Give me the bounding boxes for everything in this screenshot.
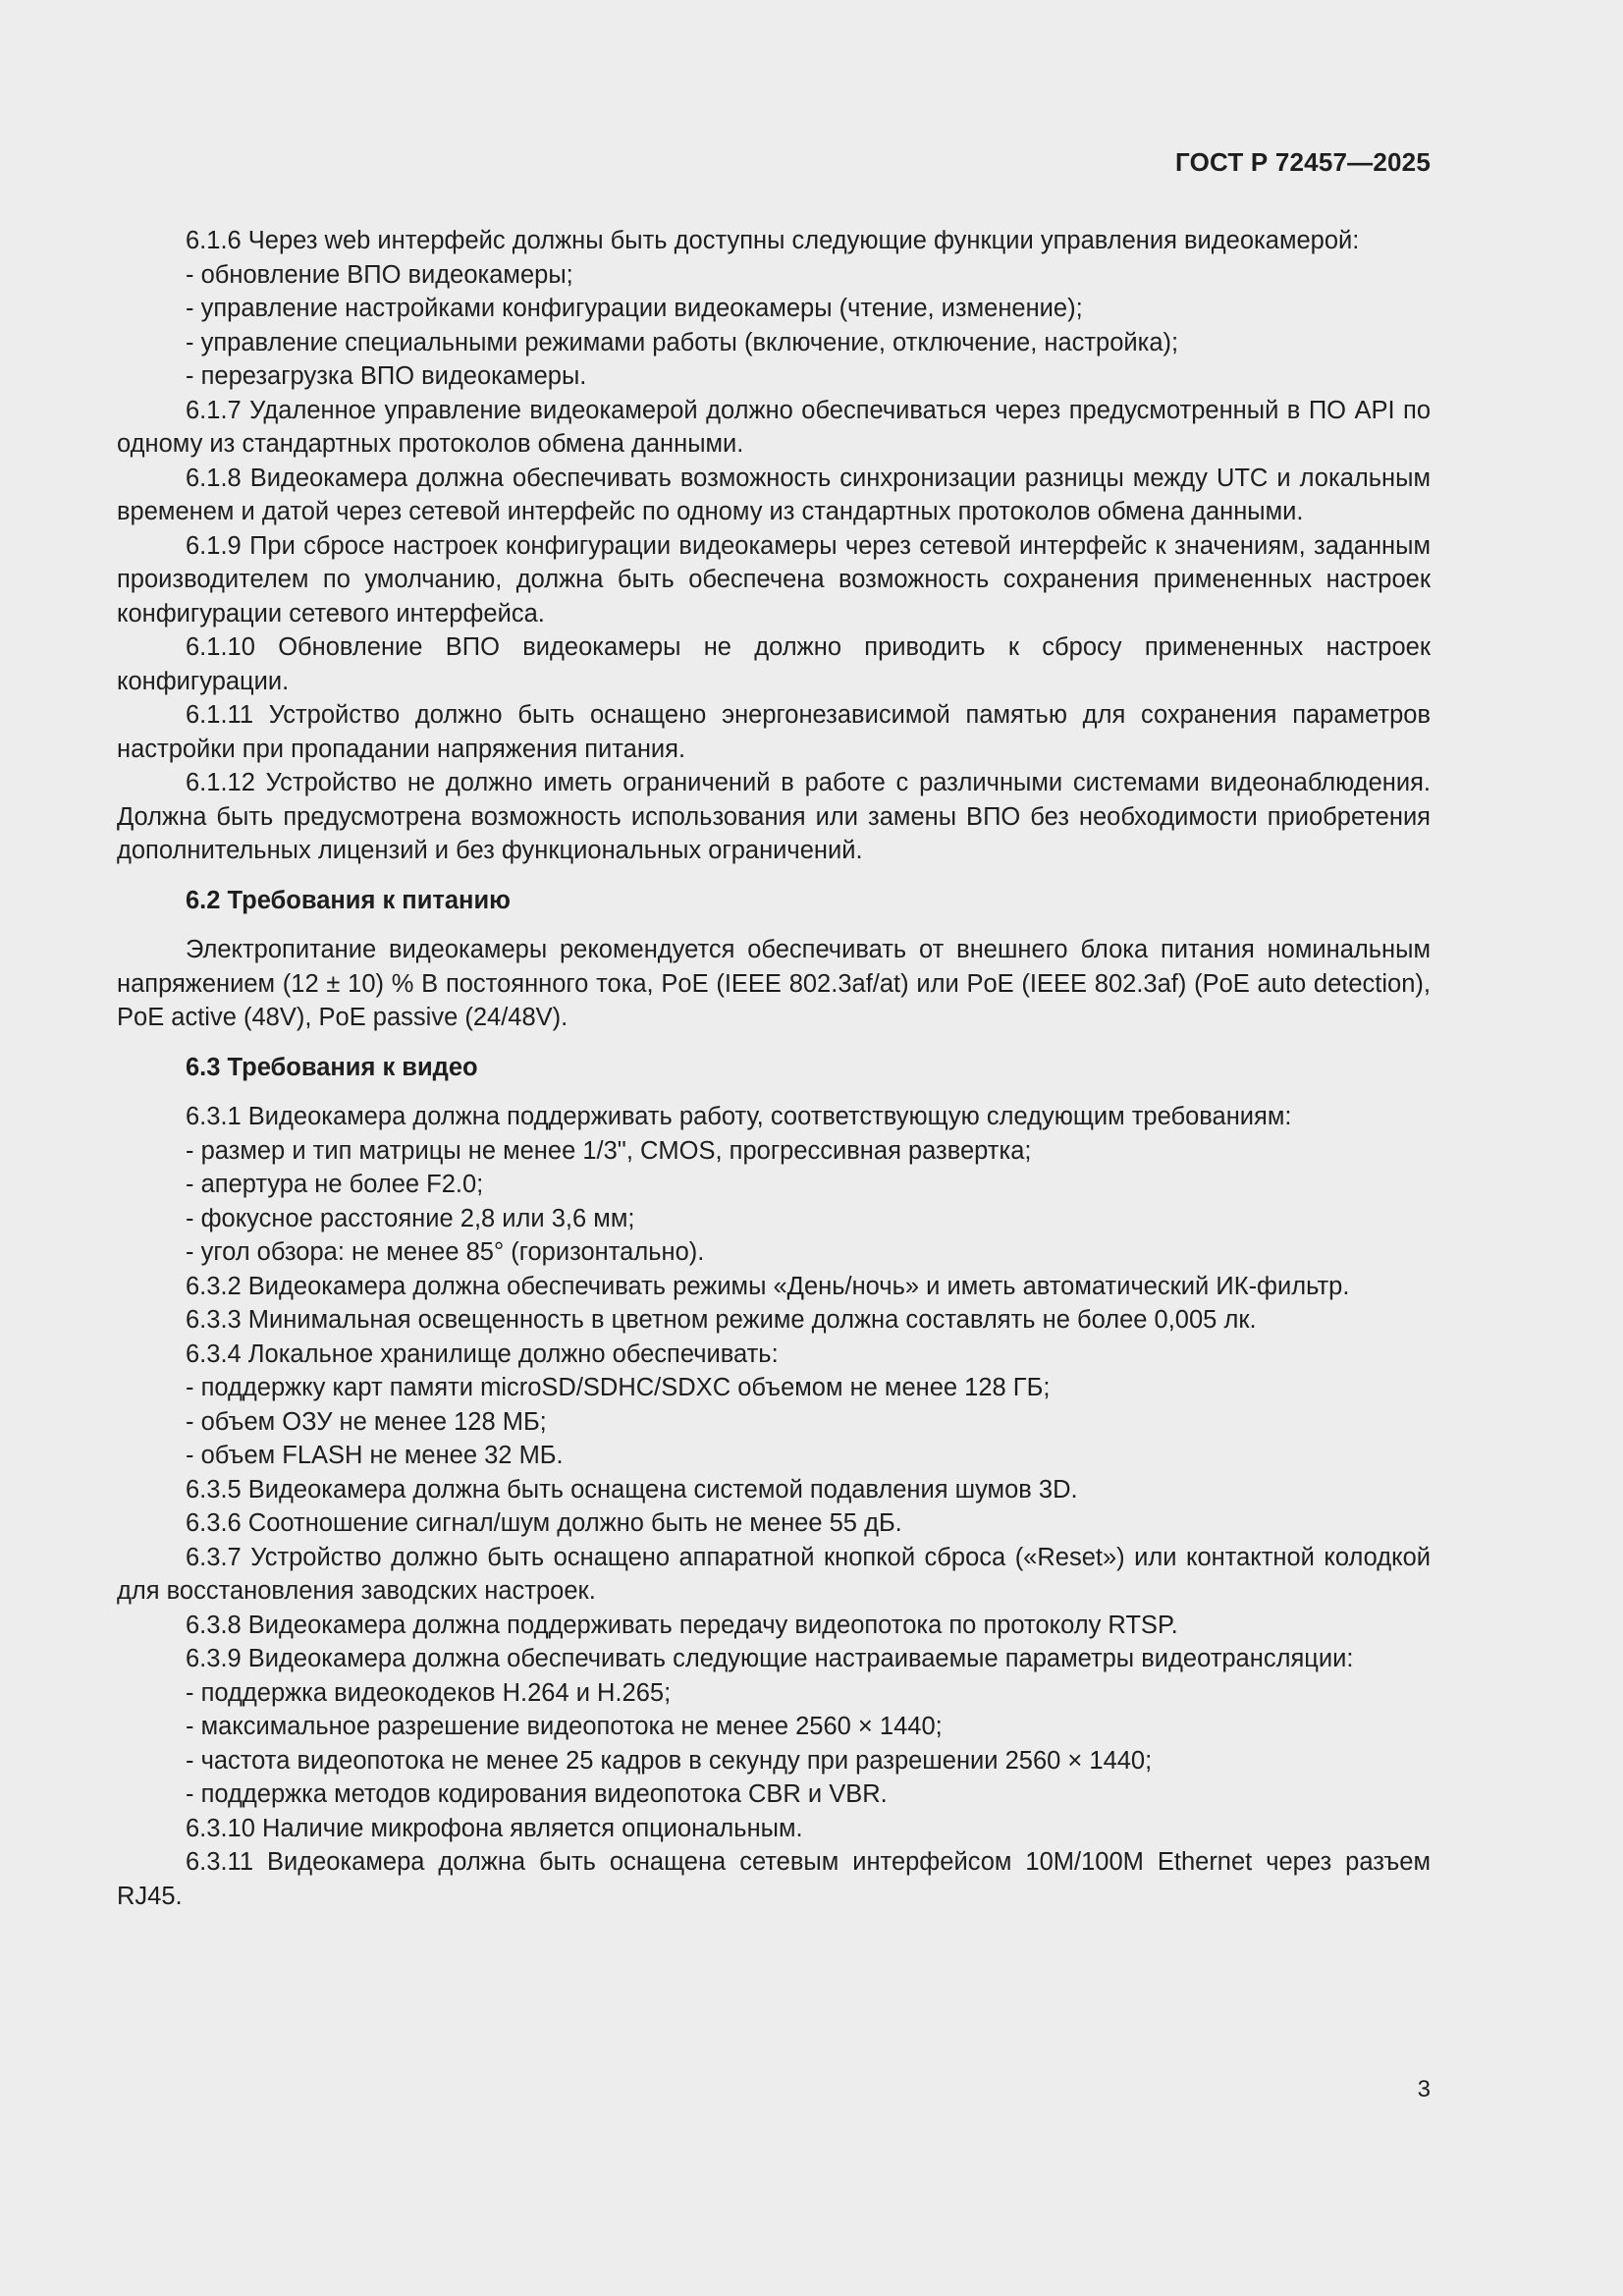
paragraph: 6.1.8 Видеокамера должна обеспечивать возможность синхронизации разницы между UTC и локальным временем и датой через сетевой интерфейс по одному из стандартных протоколов обмена данными. — [117, 464, 1431, 525]
paragraph: 6.1.11 Устройство должно быть оснащено энергонезависимой памятью для сохранения параметров настройки при пропадании напряжения питания. — [117, 701, 1431, 763]
list-item: - поддержка видеокодеков H.264 и H.265; — [186, 1678, 672, 1707]
paragraph: 6.3.8 Видеокамера должна поддерживать передачу видеопотока по протоколу RTSP. — [186, 1611, 1178, 1639]
paragraph: 6.3.4 Локальное хранилище должно обеспечивать: — [186, 1339, 779, 1368]
paragraph: 6.3.1 Видеокамера должна поддерживать работу, соответствующую следующим требованиям: — [186, 1103, 1292, 1130]
list-item: - управление специальными режимами работы (включение, отключение, настройка); — [186, 328, 1179, 356]
list-item: - угол обзора: не менее 85° (горизонтально). — [186, 1238, 705, 1266]
paragraph: 6.3.10 Наличие микрофона является опциональным. — [186, 1814, 803, 1842]
list-item: - объем FLASH не менее 32 МБ. — [186, 1442, 564, 1469]
list-item: - обновление ВПО видеокамеры; — [186, 260, 573, 289]
paragraph: 6.1.7 Удаленное управление видеокамерой должно обеспечиваться через предусмотренный в ПО API по одному из стандартных протоколов обмена данными. — [117, 396, 1431, 458]
paragraph: 6.3.11 Видеокамера должна быть оснащена сетевым интерфейсом 10M/100M Ethernet через разъем RJ45. — [117, 1848, 1431, 1910]
section-heading: 6.2 Требования к питанию — [186, 886, 511, 914]
list-item: - размер и тип матрицы не менее 1/3", CMOS, прогрессивная развертка; — [186, 1136, 1032, 1165]
list-item: - объем ОЗУ не менее 128 МБ; — [186, 1407, 547, 1436]
document-body — [117, 224, 1431, 1913]
paragraph: 6.1.6 Через web интерфейс должны быть доступны следующие функции управления видеокамерой: — [186, 227, 1360, 254]
page-number: 3 — [1417, 2076, 1431, 2103]
section-heading: 6.3 Требования к видео — [186, 1053, 478, 1081]
paragraph: 6.1.9 При сбросе настроек конфигурации видеокамеры через сетевой интерфейс к значениям, заданным производителем по умолчанию, должна быть обеспечена возможность сохранения примененных настроек конфигурации сетевого интерфейса. — [117, 531, 1431, 628]
paragraph: 6.3.9 Видеокамера должна обеспечивать следующие настраиваемые параметры видеотрансляции: — [186, 1645, 1354, 1672]
list-item: - поддержка методов кодирования видеопотока CBR и VBR. — [186, 1780, 888, 1808]
list-item: - управление настройками конфигурации видеокамеры (чтение, изменение); — [186, 295, 1083, 322]
paragraph: 6.3.3 Минимальная освещенность в цветном режиме должна составлять не более 0,005 лк. — [186, 1306, 1257, 1334]
paragraph: 6.3.5 Видеокамера должна быть оснащена системой подавления шумов 3D. — [186, 1475, 1078, 1503]
list-item: - фокусное расстояние 2,8 или 3,6 мм; — [186, 1204, 635, 1232]
paragraph: Электропитание видеокамеры рекомендуется обеспечивать от внешнего блока питания номинальным напряжением (12 ± 10) % В постоянного тока, PoE (IEEE 802.3af/at) или PoE (IEEE 802.3af) (PoE auto detection), PoE active (48V), PoE passive (24/48V). — [117, 936, 1431, 1031]
document-id-header: ГОСТ Р 72457—2025 — [1175, 147, 1431, 177]
list-item: - поддержку карт памяти microSD/SDHC/SDXC объемом не менее 128 ГБ; — [186, 1374, 1051, 1401]
paragraph: 6.1.12 Устройство не должно иметь ограничений в работе с различными системами видеонаблюдения. Должна быть предусмотрена возможность использования или замены ВПО без необходимости приобретения дополнительных лицензий и без функциональных ограничений. — [117, 769, 1431, 864]
paragraph: 6.3.6 Соотношение сигнал/шум должно быть не менее 55 дБ. — [186, 1509, 902, 1537]
paragraph: 6.3.2 Видеокамера должна обеспечивать режимы «День/ночь» и иметь автоматический ИК-фильтр. — [186, 1272, 1350, 1300]
list-item: - перезагрузка ВПО видеокамеры. — [186, 362, 587, 390]
list-item: - частота видеопотока не менее 25 кадров в секунду при разрешении 2560 × 1440; — [186, 1746, 1153, 1775]
list-item: - максимальное разрешение видеопотока не менее 2560 × 1440; — [186, 1713, 943, 1740]
list-item: - апертура не более F2.0; — [186, 1171, 484, 1198]
paragraph: 6.3.7 Устройство должно быть оснащено аппаратной кнопкой сброса («Reset») или контактной колодкой для восстановления заводских настроек. — [117, 1543, 1431, 1605]
paragraph: 6.1.10 Обновление ВПО видеокамеры не должно приводить к сбросу примененных настроек конфигурации. — [117, 633, 1431, 695]
